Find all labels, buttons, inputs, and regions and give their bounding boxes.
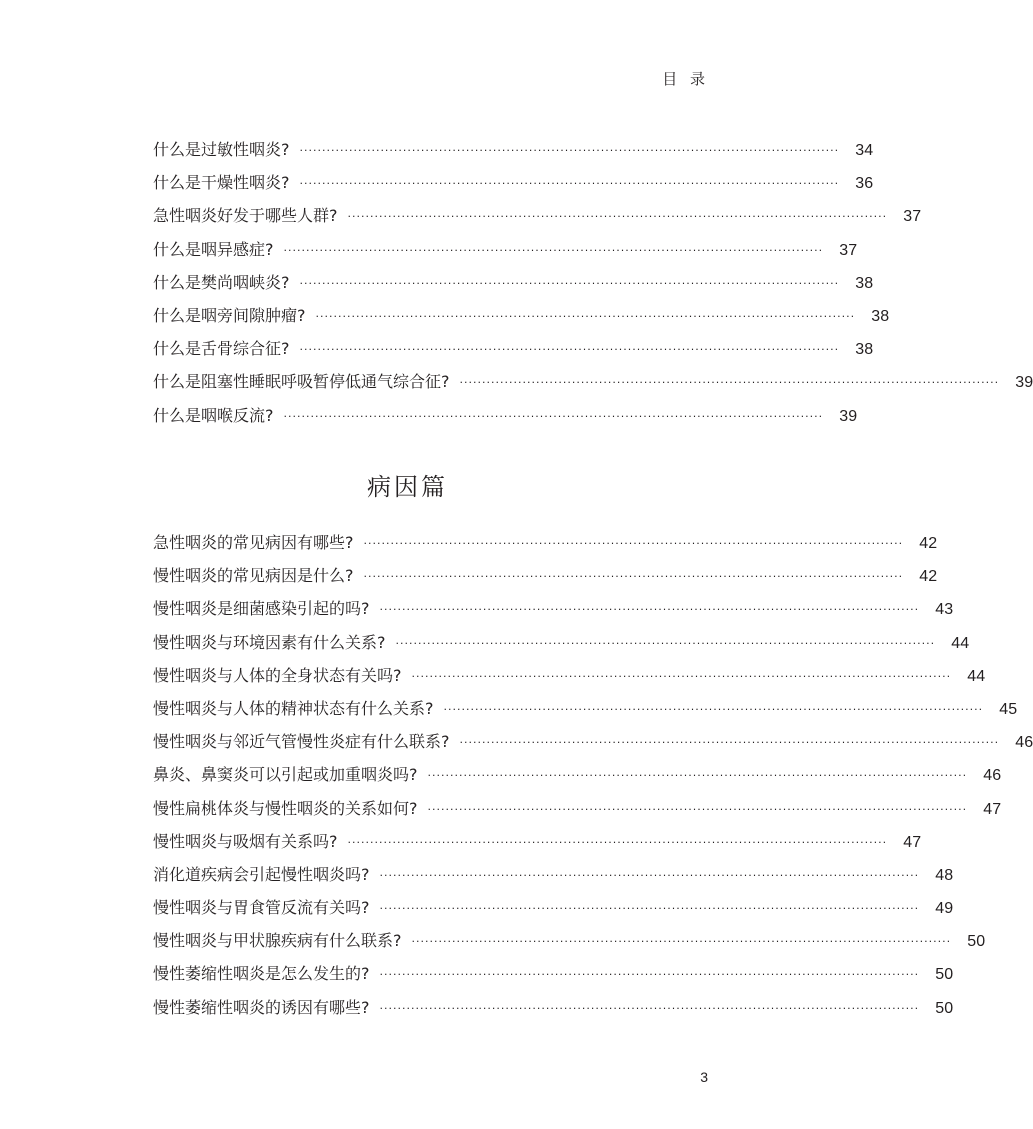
toc-entry-page: 43 [935, 601, 954, 619]
dot-leader: ························································································································ [283, 243, 824, 257]
dot-leader: ························································································································ [379, 868, 920, 882]
toc-entry-title: 慢性萎缩性咽炎是怎么发生的? [153, 964, 370, 984]
toc-entry-title: 什么是樊尚咽峡炎? [153, 272, 290, 292]
dot-leader: ························································································································ [363, 570, 904, 584]
toc-entry [153, 763, 1002, 796]
dot-leader: ························································································································ [411, 669, 952, 683]
toc-entry [153, 304, 890, 337]
toc-entry-title: 什么是过敏性咽炎? [153, 140, 290, 159]
dot-leader: ························································································································ [299, 343, 840, 357]
toc-entry [153, 863, 954, 896]
dot-leader: ························································································································ [379, 603, 920, 617]
toc-entry-title: 慢性咽炎与人体的精神状态有什么关系? [153, 698, 434, 718]
toc-entry-page: 44 [951, 634, 970, 652]
toc-entry-page: 44 [967, 667, 986, 685]
toc-entry-page: 46 [983, 767, 1002, 785]
toc-entry [153, 271, 874, 304]
toc-entry-page: 37 [903, 208, 922, 226]
dot-leader: ························································································································ [379, 968, 920, 982]
section-heading: 病因篇 [367, 473, 448, 501]
toc-entry [153, 531, 938, 564]
toc-entry-page: 47 [983, 800, 1002, 818]
toc-entry [153, 996, 954, 1029]
toc-entry [153, 631, 970, 664]
dot-leader: ························································································································ [379, 902, 920, 916]
toc-entry [153, 830, 922, 863]
toc-entry [153, 929, 986, 962]
toc-entry-title: 消化道疾病会引起慢性咽炎吗? [153, 864, 370, 884]
toc-list [153, 531, 1033, 1029]
dot-leader: ························································································································ [299, 177, 840, 191]
toc-entry-page: 38 [855, 274, 874, 292]
dot-leader: ························································································································ [347, 210, 888, 224]
toc-entry [153, 404, 858, 437]
toc-entry-title: 什么是咽旁间隙肿瘤? [153, 305, 306, 325]
toc-entry-title: 慢性咽炎是细菌感染引起的吗? [153, 599, 370, 619]
toc-entry-page: 38 [855, 341, 874, 359]
toc-entry-title: 什么是咽异感症? [153, 239, 274, 259]
toc-entry [153, 370, 1033, 403]
toc-entry-page: 34 [855, 142, 874, 159]
toc-entry-page: 42 [919, 568, 938, 586]
toc-entry-title: 鼻炎、鼻窦炎可以引起或加重咽炎吗? [153, 765, 418, 785]
toc-entry-title: 什么是干燥性咽炎? [153, 173, 290, 193]
dot-leader: ························································································································ [379, 1001, 920, 1015]
toc-entry [153, 797, 1002, 830]
dot-leader: ························································································································ [299, 144, 840, 157]
toc-entry-page: 48 [935, 866, 954, 884]
dot-leader: ························································································································ [411, 935, 952, 949]
toc-entry-page: 36 [855, 175, 874, 193]
toc-entry [153, 337, 874, 370]
dot-leader: ························································································································ [363, 537, 904, 550]
toc-entry-title: 慢性咽炎与吸烟有关系吗? [153, 831, 338, 851]
dot-leader: ························································································································ [347, 835, 888, 849]
toc-entry-title: 慢性咽炎与环境因素有什么关系? [153, 632, 386, 652]
toc-entry-title: 急性咽炎的常见病因有哪些? [153, 533, 354, 552]
dot-leader: ························································································································ [427, 802, 968, 816]
toc-entry-page: 39 [839, 407, 858, 425]
toc-entry [153, 138, 874, 171]
toc-entry-page: 50 [935, 966, 954, 984]
toc-entry [153, 664, 986, 697]
toc-entry-page: 47 [903, 833, 922, 851]
toc-entry-page: 50 [967, 933, 986, 951]
toc-entry [153, 171, 874, 204]
toc-entry-title: 慢性咽炎与甲状腺疾病有什么联系? [153, 931, 402, 951]
toc-entry-title: 慢性咽炎与胃食管反流有关吗? [153, 898, 370, 918]
toc-entry [153, 204, 922, 237]
dot-leader: ························································································································ [395, 636, 936, 650]
dot-leader: ························································································································ [299, 276, 840, 290]
toc-entry-page: 39 [1015, 374, 1033, 392]
running-head: 目 录 [662, 70, 709, 88]
toc-entry-title: 慢性萎缩性咽炎的诱因有哪些? [153, 997, 370, 1017]
toc-entry-page: 38 [871, 307, 890, 325]
toc-entry-page: 46 [1015, 734, 1033, 752]
toc-entry-page: 45 [999, 700, 1018, 718]
toc-entry-page: 37 [839, 241, 858, 259]
dot-leader: ························································································································ [459, 376, 1000, 390]
toc-entry [153, 597, 954, 630]
dot-leader: ························································································································ [427, 769, 968, 783]
toc-entry-title: 什么是咽喉反流? [153, 405, 274, 425]
dot-leader: ························································································································ [315, 309, 856, 323]
toc-entry [153, 896, 954, 929]
toc-entry-page: 42 [919, 535, 938, 552]
toc-entry-title: 急性咽炎好发于哪些人群? [153, 206, 338, 226]
dot-leader: ························································································································ [283, 409, 824, 423]
dot-leader: ························································································································ [443, 702, 984, 716]
toc-entry-page: 49 [935, 900, 954, 918]
toc-entry-title: 慢性咽炎与邻近气管慢性炎症有什么联系? [153, 732, 450, 752]
toc-entry-page: 50 [935, 999, 954, 1017]
toc-entry [153, 564, 938, 597]
toc-entry [153, 730, 1033, 763]
toc-entry-title: 什么是阻塞性睡眠呼吸暂停低通气综合征? [153, 372, 450, 392]
dot-leader: ························································································································ [459, 736, 1000, 750]
toc-entry-title: 慢性咽炎的常见病因是什么? [153, 566, 354, 586]
toc-entry-title: 慢性扁桃体炎与慢性咽炎的关系如何? [153, 798, 418, 818]
toc-entry [153, 962, 954, 995]
toc-list [153, 138, 1033, 437]
toc-entry-title: 慢性咽炎与人体的全身状态有关吗? [153, 665, 402, 685]
toc-entry [153, 238, 858, 271]
toc-entry [153, 697, 1018, 730]
toc-entry-title: 什么是舌骨综合征? [153, 339, 290, 359]
page-number: 3 [700, 1069, 708, 1085]
